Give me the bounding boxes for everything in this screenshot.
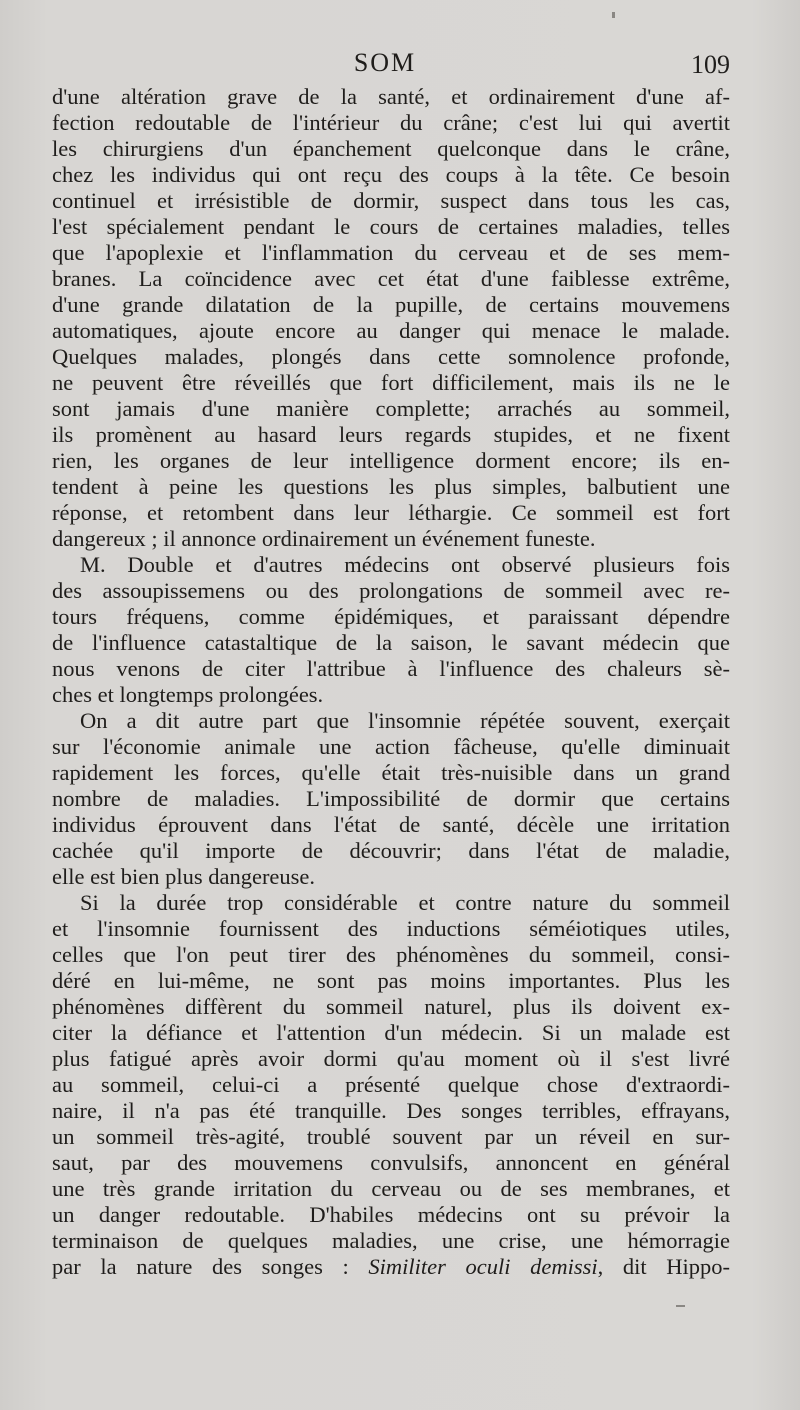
paper-speck: [612, 12, 615, 18]
paragraph-2: [52, 552, 730, 708]
text-line: ches et longtemps prolongées.: [52, 682, 324, 707]
text-line: plus fatigué après avoir dormi qu'au moment où il s'est livré: [52, 1046, 730, 1071]
text-line: chez les individus qui ont reçu des coups à la tête. Ce besoin: [52, 162, 730, 187]
body-text: [52, 84, 730, 1280]
text-line: dangereux ; il annonce ordinairement un événement funeste.: [52, 526, 596, 551]
text-line: continuel et irrésistible de dormir, suspect dans tous les cas,: [52, 188, 730, 213]
latin-quotation: Similiter oculi demissi: [368, 1254, 598, 1279]
text-line: individus éprouvent dans l'état de santé, décèle une irritation: [52, 812, 730, 837]
text-line-final: [52, 1254, 730, 1280]
text-line: elle est bien plus dangereuse.: [52, 864, 316, 889]
text-line: que l'apoplexie et l'inflammation du cerveau et de ses mem-: [52, 240, 730, 265]
text-line: un danger redoutable. D'habiles médecins ont su prévoir la: [52, 1202, 730, 1227]
text-line: tours fréquens, comme épidémiques, et paraissant dépendre: [52, 604, 730, 629]
text-line: celles que l'on peut tirer des phénomènes du sommeil, consi-: [52, 942, 730, 967]
text-line: automatiques, ajoute encore au danger qui menace le malade.: [52, 318, 730, 343]
paragraph-3: [52, 708, 730, 890]
text-line: de l'influence catastaltique de la saison, le savant médecin que: [52, 630, 730, 655]
text-line: une très grande irritation du cerveau ou de ses membranes, et: [52, 1176, 730, 1201]
text-line: rapidement les forces, qu'elle était très-nuisible dans un grand: [52, 760, 730, 785]
text-fragment: par la nature des songes :: [52, 1254, 369, 1279]
text-line: Si la durée trop considérable et contre nature du sommeil: [80, 890, 730, 915]
text-line: et l'insomnie fournissent des inductions séméiotiques utiles,: [52, 916, 730, 941]
text-line: On a dit autre part que l'insomnie répétée souvent, exerçait: [80, 708, 730, 733]
text-line: tendent à peine les questions les plus simples, balbutient une: [52, 474, 730, 499]
text-line: phénomènes diffèrent du sommeil naturel, plus ils doivent ex-: [52, 994, 730, 1019]
text-line: un sommeil très-agité, troublé souvent par un réveil en sur-: [52, 1124, 730, 1149]
text-line: branes. La coïncidence avec cet état d'une faiblesse extrême,: [52, 266, 730, 291]
text-line: réponse, et retombent dans leur léthargie. Ce sommeil est fort: [52, 500, 730, 525]
text-line: saut, par des mouvemens convulsifs, annoncent en général: [52, 1150, 730, 1175]
text-line: sur l'économie animale une action fâcheuse, qu'elle diminuait: [52, 734, 730, 759]
text-line: déré en lui-même, ne sont pas moins importantes. Plus les: [52, 968, 730, 993]
page-header: [0, 42, 800, 82]
text-line: rien, les organes de leur intelligence dorment encore; ils en-: [52, 448, 730, 473]
paper-speck: [676, 1305, 685, 1307]
text-line: fection redoutable de l'intérieur du crâne; c'est lui qui avertit: [52, 110, 730, 135]
text-line: Quelques malades, plongés dans cette somnolence profonde,: [52, 344, 730, 369]
text-line: ne peuvent être réveillés que fort difficilement, mais ils ne le: [52, 370, 730, 395]
paragraph-4: [52, 890, 730, 1280]
text-line: l'est spécialement pendant le cours de certaines maladies, telles: [52, 214, 730, 239]
text-line: sont jamais d'une manière complette; arrachés au sommeil,: [52, 396, 730, 421]
text-fragment: , dit Hippo-: [597, 1254, 730, 1279]
text-line: des assoupissemens ou des prolongations de sommeil avec re-: [52, 578, 730, 603]
text-line: d'une altération grave de la santé, et ordinairement d'une af-: [52, 84, 730, 109]
paragraph-1: [52, 84, 730, 552]
text-line: au sommeil, celui-ci a présenté quelque chose d'extraordi-: [52, 1072, 730, 1097]
text-line: ils promènent au hasard leurs regards stupides, et ne fixent: [52, 422, 730, 447]
text-line: nombre de maladies. L'impossibilité de dormir que certains: [52, 786, 730, 811]
text-line: M. Double et d'autres médecins ont observé plusieurs fois: [80, 552, 730, 577]
page-number: 109: [691, 50, 730, 79]
text-line: les chirurgiens d'un épanchement quelconque dans le crâne,: [52, 136, 730, 161]
text-line: naire, il n'a pas été tranquille. Des songes terribles, effrayans,: [52, 1098, 730, 1123]
text-line: cachée qu'il importe de découvrir; dans l'état de maladie,: [52, 838, 730, 863]
text-line: nous venons de citer l'attribue à l'influence des chaleurs sè-: [52, 656, 730, 681]
text-line: citer la défiance et l'attention d'un médecin. Si un malade est: [52, 1020, 730, 1045]
text-line: terminaison de quelques maladies, une crise, une hémorragie: [52, 1228, 730, 1253]
text-line: d'une grande dilatation de la pupille, de certains mouvemens: [52, 292, 730, 317]
running-head: SOM: [353, 48, 417, 77]
